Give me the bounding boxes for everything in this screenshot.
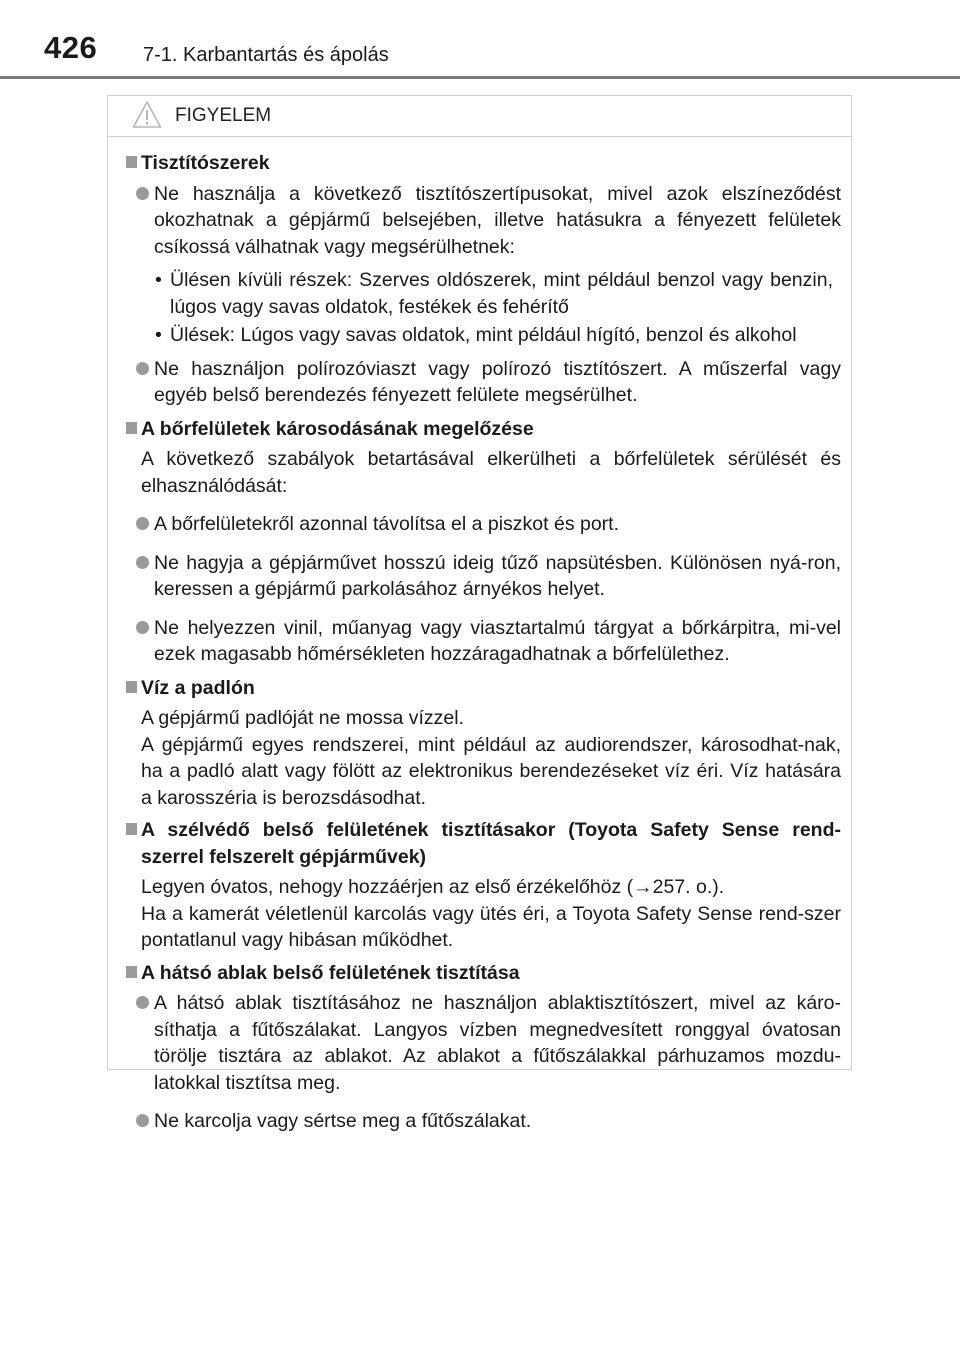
round-bullet-icon [136, 187, 149, 200]
list-item [126, 550, 841, 603]
section-heading [126, 960, 841, 987]
small-bullet-icon: • [155, 324, 162, 346]
section-windshield [126, 817, 841, 954]
round-bullet-icon [136, 621, 149, 634]
square-bullet-icon [126, 156, 137, 168]
warning-triangle-icon [132, 100, 162, 130]
list-item [126, 511, 841, 538]
round-bullet-icon [136, 556, 149, 569]
paragraph: Ha a kamerát véletlenül karcolás vagy ütés éri, a Toyota Safety Sense rend-szer pontatlanul vagy hibásan működhet. [141, 902, 841, 951]
item-text: A bőrfelületekről azonnal távolítsa el a piszkot és port. [154, 513, 620, 535]
section-water [126, 675, 841, 812]
sub-item [126, 322, 841, 349]
section-rear-window [126, 960, 841, 1135]
paragraph: A következő szabályok betartásával elkerülheti a bőrfelületek sérülését és elhasználódását: [141, 448, 841, 497]
sub-item-text: Ülésen kívüli részek: Szerves oldószerek, mint például benzol vagy benzin, lúgos vagy savas oldatok, festékek és fehérítő [170, 269, 833, 318]
paragraph: A gépjármű padlóját ne mossa vízzel. [141, 707, 465, 729]
heading-text: A hátsó ablak belső felületének tisztítása [141, 961, 520, 984]
paragraph: Legyen óvatos, nehogy hozzáérjen az első érzékelőhöz (→257. o.). [141, 876, 725, 898]
small-bullet-icon: • [155, 269, 162, 291]
warning-header [108, 96, 851, 137]
sub-item-text: Ülések: Lúgos vagy savas oldatok, mint például hígító, benzol és alkohol [170, 324, 797, 346]
heading-text: A bőrfelületek károsodásának megelőzése [141, 417, 534, 440]
warning-body [108, 150, 851, 1142]
section-cleaners [126, 150, 841, 409]
round-bullet-icon [136, 996, 149, 1009]
warning-box [107, 95, 852, 1132]
list-item [126, 990, 841, 1096]
item-text: Ne használja a következő tisztítószertípusokat, mivel azok elszíneződést okozhatnak a gépjármű belsejében, illetve hatásukra a fényezett felületek csíkossá válhatnak vagy megsérülhetnek: [154, 182, 841, 258]
item-text: Ne helyezzen vinil, műanyag vagy viasztartalmú tárgyat a bőrkárpitra, mi-vel ezek magasabb hőmérsékleten hozzáragadhatnak a bőrfelülethez. [154, 616, 841, 665]
section-heading [126, 817, 841, 870]
round-bullet-icon [136, 1114, 149, 1127]
sub-item [126, 267, 841, 320]
round-bullet-icon [136, 362, 149, 375]
warning-title: FIGYELEM [175, 105, 272, 126]
heading-text: A szélvédő belső felületének tisztításakor (Toyota Safety Sense rend-szerrel felszerelt gépjárművek) [141, 819, 841, 868]
square-bullet-icon [126, 966, 137, 978]
square-bullet-icon [126, 422, 137, 434]
item-text: Ne hagyja a gépjárművet hosszú ideig tűző napsütésben. Különösen nyá-ron, keressen a gépjármű parkolásához árnyékos helyet. [154, 551, 841, 600]
heading-text: Tisztítószerek [141, 152, 270, 174]
section-title: 7-1. Karbantartás és ápolás [143, 44, 389, 66]
item-text: A hátsó ablak tisztításához ne használjon ablaktisztítószert, mivel az káro-síthatja a fűtőszálakat. Langyos vízben megnedvesített ronggyal óvatosan törölje tisztára az ablakot. Az ablakot a fűtőszálakkal párhuzamos mozdu-latokkal tisztítsa meg. [154, 992, 841, 1094]
item-text: Ne karcolja vagy sértse meg a fűtőszálakat. [154, 1110, 532, 1132]
section-heading [126, 416, 841, 443]
round-bullet-icon [136, 517, 149, 530]
page-header [0, 0, 960, 80]
section-heading [126, 675, 841, 702]
square-bullet-icon [126, 823, 137, 835]
item-text: Ne használjon polírozóviaszt vagy polírozó tisztítószert. A műszerfal vagy egyéb belső berendezés fényezett felülete megsérülhet. [154, 357, 841, 406]
section-heading [126, 150, 841, 177]
list-item [126, 356, 841, 409]
list-item [126, 615, 841, 668]
list-item [126, 181, 841, 261]
list-item [126, 1108, 841, 1135]
header-divider [0, 76, 960, 79]
square-bullet-icon [126, 681, 137, 693]
section-leather [126, 416, 841, 668]
heading-text: Víz a padlón [141, 676, 255, 699]
page-number: 426 [44, 30, 98, 65]
paragraph: A gépjármű egyes rendszerei, mint például az audiorendszer, károsodhat-nak, ha a padló alatt vagy fölött az elektronikus berendezéseket víz éri. Víz hatására a karosszéria is berozsdásodhat. [141, 733, 841, 809]
